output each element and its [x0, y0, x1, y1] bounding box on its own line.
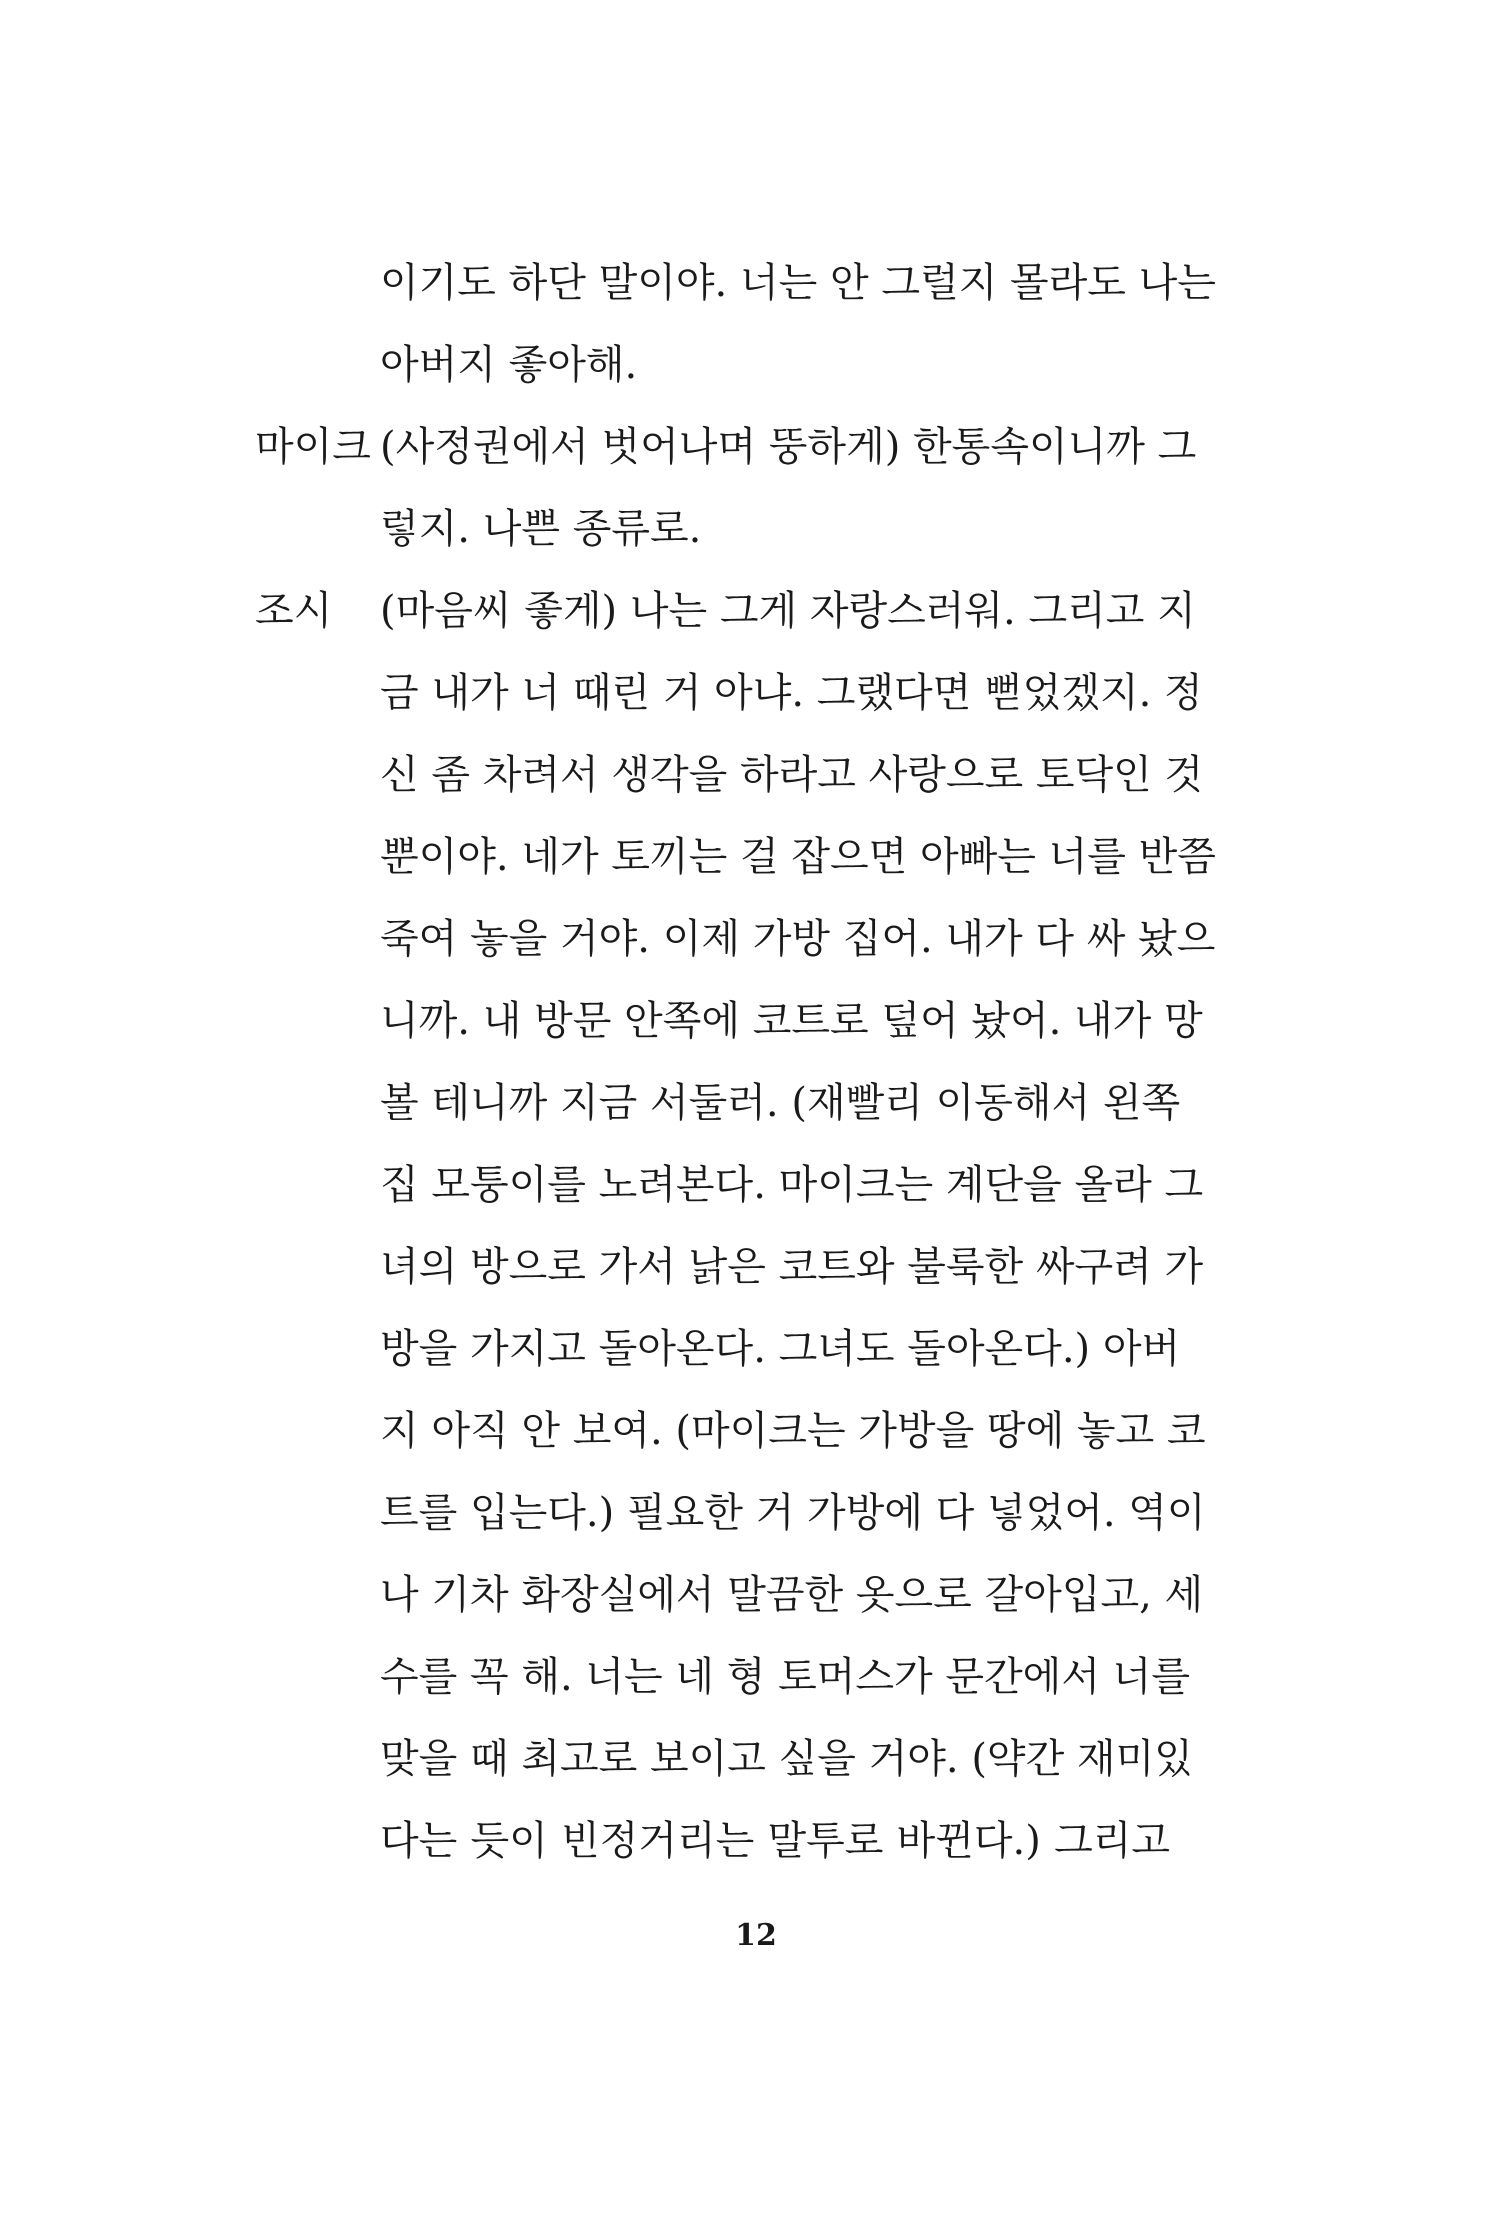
dialogue-text [380, 242, 1216, 406]
dialogue-line: 신 좀 차려서 생각을 하라고 사랑으로 토닥인 것 [380, 752, 1204, 798]
dialogue-line: 방을 가지고 돌아온다. 그녀도 돌아온다.) 아버 [380, 1326, 1181, 1372]
dialogue-line: 아버지 좋아해. [380, 342, 638, 388]
dialogue-line: 죽여 놓을 거야. 이제 가방 집어. 내가 다 싸 놨으 [380, 916, 1216, 962]
dialogue-line: 다는 듯이 빈정거리는 말투로 바뀐다.) 그리고 [380, 1818, 1170, 1864]
dialogue-text [380, 406, 1197, 570]
dialogue-line: (마음씨 좋게) 나는 그게 자랑스러워. 그리고 지 [380, 588, 1196, 634]
dialogue-line: 지 아직 안 보여. (마이크는 가방을 땅에 놓고 코 [380, 1408, 1206, 1454]
dialogue-line: 볼 테니까 지금 서둘러. (재빨리 이동해서 왼쪽 [380, 1080, 1181, 1126]
dialogue-line: 수를 꼭 해. 너는 네 형 토머스가 문간에서 너를 [380, 1654, 1190, 1700]
dialogue-line: 렇지. 나쁜 종류로. [380, 506, 702, 552]
dialogue-line: 금 내가 너 때린 거 아냐. 그랬다면 뻗었겠지. 정 [380, 670, 1203, 716]
dialogue-line: 니까. 내 방문 안쪽에 코트로 덮어 놨어. 내가 망 [380, 998, 1203, 1044]
dialogue-line: 집 모퉁이를 노려본다. 마이크는 계단을 올라 그 [380, 1162, 1204, 1208]
dialogue-line: 트를 입는다.) 필요한 거 가방에 다 넣었어. 역이 [380, 1490, 1206, 1536]
dialogue-text [380, 570, 1216, 1882]
dialogue-line: 맞을 때 최고로 보이고 싶을 거야. (약간 재미있 [380, 1736, 1193, 1782]
speaker-name: 조시 [255, 588, 333, 634]
dialogue-line: 녀의 방으로 가서 낡은 코트와 불룩한 싸구려 가 [380, 1244, 1204, 1290]
dialogue-line: 이기도 하단 말이야. 너는 안 그럴지 몰라도 나는 [380, 260, 1216, 306]
dialogue-line: 뿐이야. 네가 토끼는 걸 잡으면 아빠는 너를 반쯤 [380, 834, 1216, 880]
speaker-name: 마이크 [255, 424, 371, 470]
dialogue-line: (사정권에서 벗어나며 뚱하게) 한통속이니까 그 [380, 424, 1197, 470]
dialogue-line: 나 기차 화장실에서 말끔한 옷으로 갈아입고, 세 [380, 1572, 1204, 1618]
page-number: 12 [735, 1918, 777, 1953]
